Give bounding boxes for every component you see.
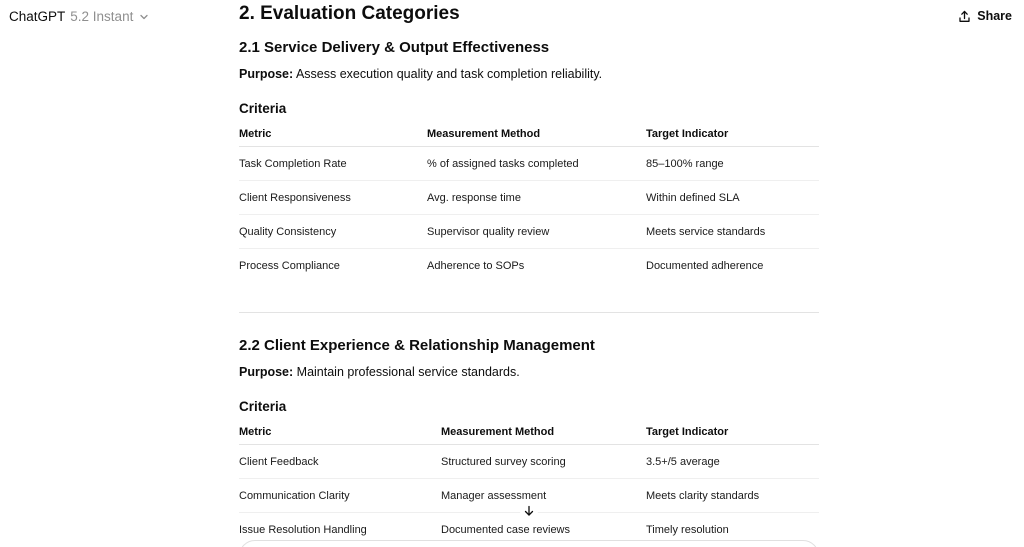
share-button[interactable]	[952, 6, 1018, 26]
message-composer[interactable]	[239, 540, 819, 547]
table-row	[239, 215, 819, 249]
column-header: Measurement Method	[441, 420, 646, 445]
table-cell: Client Feedback	[239, 445, 441, 479]
section-purpose	[239, 365, 520, 379]
criteria-table	[239, 122, 819, 282]
column-header: Metric	[239, 420, 441, 445]
table-cell: 3.5+/5 average	[646, 445, 819, 479]
purpose-text: Maintain professional service standards.	[293, 365, 520, 379]
table-cell: Manager assessment	[441, 479, 646, 513]
purpose-text: Assess execution quality and task completion reliability.	[293, 67, 603, 81]
criteria-table	[239, 420, 819, 546]
scroll-to-bottom-button[interactable]	[520, 502, 538, 520]
criteria-heading: Criteria	[239, 101, 287, 116]
table-cell: Task Completion Rate	[239, 147, 427, 181]
table-header-row	[239, 420, 819, 445]
model-name: ChatGPT	[9, 9, 66, 24]
table-cell: Adherence to SOPs	[427, 259, 525, 272]
table-header-row	[239, 122, 819, 147]
section-heading: 2.2 Client Experience & Relationship Management	[239, 337, 595, 354]
page-title: 2. Evaluation Categories	[239, 3, 460, 24]
section-heading: 2.1 Service Delivery & Output Effectiveness	[239, 39, 550, 56]
purpose-label: Purpose:	[239, 365, 294, 379]
table-cell: Issue Resolution Handling	[239, 523, 367, 536]
table-cell: Process Compliance	[239, 259, 340, 272]
table-cell: Client Responsiveness	[239, 181, 427, 215]
purpose-label: Purpose:	[239, 67, 294, 81]
share-label: Share	[977, 9, 1012, 23]
table-row	[239, 147, 819, 181]
column-header: Measurement Method	[427, 122, 646, 147]
model-switcher[interactable]	[9, 7, 149, 26]
criteria-heading: Criteria	[239, 399, 287, 414]
column-header: Target Indicator	[646, 420, 819, 445]
section-purpose	[239, 67, 602, 81]
share-icon	[958, 10, 971, 23]
table-cell: Quality Consistency	[239, 215, 427, 249]
table-cell: Documented case reviews	[441, 523, 571, 536]
table-cell: Meets clarity standards	[646, 479, 819, 513]
section-divider	[239, 312, 819, 313]
top-bar	[0, 0, 1024, 34]
table-cell: Supervisor quality review	[427, 215, 646, 249]
table-cell: Avg. response time	[427, 181, 646, 215]
arrow-down-icon	[523, 505, 535, 517]
model-version: 5.2 Instant	[70, 9, 134, 24]
table-cell: Structured survey scoring	[441, 445, 646, 479]
table-cell: % of assigned tasks completed	[427, 147, 646, 181]
table-cell: 85–100% range	[646, 147, 819, 181]
table-cell: Timely resolution	[646, 523, 729, 536]
column-header: Target Indicator	[646, 122, 819, 147]
table-cell: Meets service standards	[646, 215, 819, 249]
table-cell: Communication Clarity	[239, 479, 441, 513]
table-row	[239, 445, 819, 479]
table-cell: Documented adherence	[646, 259, 764, 272]
table-row	[239, 181, 819, 215]
table-row	[239, 249, 819, 283]
column-header: Metric	[239, 122, 427, 147]
table-cell: Within defined SLA	[646, 181, 819, 215]
chevron-down-icon	[139, 12, 149, 22]
